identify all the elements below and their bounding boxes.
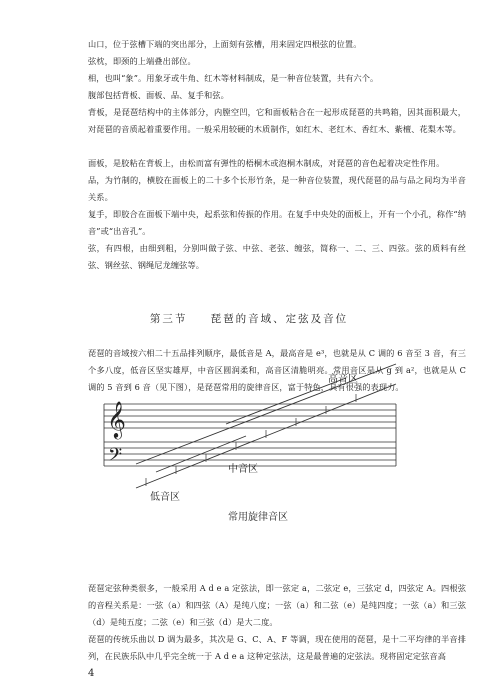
section-number: 第三节 bbox=[149, 313, 188, 325]
paragraph-tuning: 琵琶定弦种类很多，一般采用 A d e a 定弦法，即一弦定 a，二弦定 e，三弦定 d，四弦定 A。四根弦的音程关系是：一弦（a）和四弦（A）是纯八度；一弦（a）和二弦（e）是纯四度；一弦（a）和三弦（d）是纯五度；二弦（e）和三弦（d）是大二度。 bbox=[88, 583, 466, 627]
paragraph-fushou: 复手，即胶合在面板下端中央，起系弦和传振的作用。在复手中央处的面板上，开有一个小孔，称作“纳音”或“出音孔”。 bbox=[88, 209, 466, 236]
section-title: 琵琶的音域、定弦及音位 bbox=[210, 313, 349, 325]
grand-staff bbox=[104, 404, 396, 466]
bass-clef-icon: 𝄢 bbox=[108, 445, 123, 470]
paragraph-mianban: 面板，是胶粘在背板上，由松而富有弹性的梧桐木或泡桐木制成，对琵琶的音色起着决定性作用。 bbox=[88, 158, 445, 168]
treble-clef-icon: 𝄞 bbox=[107, 400, 126, 438]
low-register-label: 低音区 bbox=[150, 492, 180, 503]
paragraph-xiang: 相，也叫“象”。用象牙或牛角、红木等材料制成，是一种音位装置，共有六个。 bbox=[88, 73, 379, 83]
paragraph-pin: 品，为竹制的，横胶在面板上的二十多个长形竹条，是一种音位装置，现代琵琶的品与品之间均为半音关系。 bbox=[88, 175, 466, 202]
paragraph-xianzhen: 弦枕，即颈的上端叠出部位。 bbox=[88, 56, 196, 66]
section-heading bbox=[0, 311, 498, 326]
paragraph-xian: 弦，有四根，由细到粗，分别叫做子弦、中弦、老弦、缠弦，简称一、二、三、四弦。弦的质料有丝弦、钢丝弦、钢绳尼龙缠弦等。 bbox=[88, 243, 466, 270]
paragraph-traditional: 琵琶的传统乐曲以 D 调为最多，其次是 G、C、A、F 等调，现在使用的琵琶，是十二平均律的半音排列，在民族乐队中几乎完全统一于 A d e a 这种定弦法，这是最普遍的定弦法。现将固定定弦音高 bbox=[88, 634, 466, 661]
page-number: 4 bbox=[88, 668, 95, 679]
mid-register-label: 中音区 bbox=[228, 464, 258, 475]
common-register-label: 常用旋律音区 bbox=[228, 512, 288, 523]
paragraph-fubu: 腹部包括背板、面板、品、复手和弦。 bbox=[88, 90, 229, 100]
paragraph-shankou: 山口，位于弦槽下端的突出部分，上面刻有弦槽，用来固定四根弦的位置。 bbox=[88, 39, 362, 49]
paragraph-beiban: 背板，是琵琶结构中的主体部分，内膛空凹，它和面板粘合在一起形成琵琶的共鸣箱，因其面积最大，对琵琶的音质起着重要作用。一般采用较硬的木质制作，如红木、老红木、香红木、紫檀、花梨木等。 bbox=[88, 107, 466, 134]
range-figure bbox=[96, 360, 402, 538]
high-register-label: 高音区 bbox=[328, 374, 358, 385]
paragraph-range: 琵琶的音域按六相二十五品排列顺序，最低音是 A，最高音是 e³，也就是从 C 调的 6 音至 3 音，有三个多八度，低音区坚实雄厚，中音区圆润柔和，高音区清脆明亮。常用音区是从 g 到 a²，也就是从 C 调的 5 音到 6 音（见下图），是琵琶常用的旋律音区，富于特色，具有很强的表现力。 bbox=[88, 348, 466, 392]
